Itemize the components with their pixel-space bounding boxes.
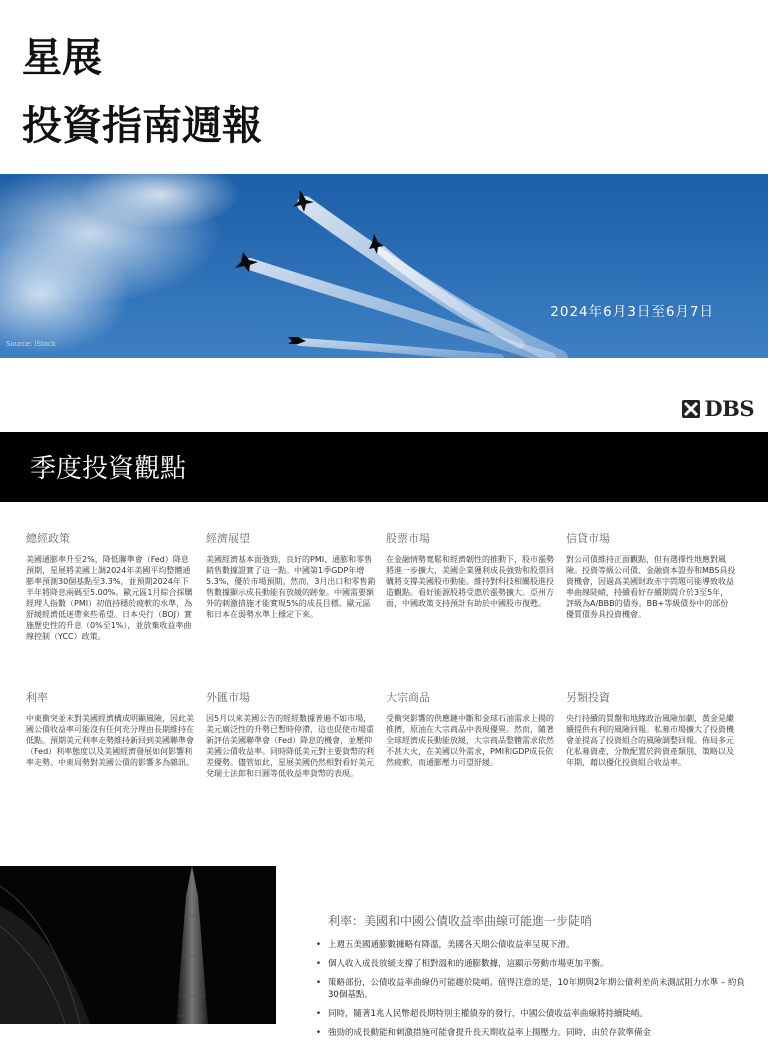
report-title [22,35,262,149]
rates-bullet-list [312,939,752,1039]
section-banner [0,432,768,502]
dbs-logo [682,396,754,421]
section-heading: 另類投資 [566,691,610,704]
rates-commentary-title: 利率：美國和中國公債收益率曲線可能進一步陡哨 [328,914,593,928]
section-heading: 大宗商品 [386,691,430,704]
section-economic-outlook [206,530,386,642]
section-heading: 總經政策 [26,532,70,545]
list-item: • 個人收入成長放緩支撐了相對溫和的通膨數據，這顯示勞動市場更加平衡。 [312,958,752,970]
section-rates [26,689,206,779]
section-body: 美國通膨率升至2%，降低聯準會（Fed）降息預期，星展將美國上調2024年美國平均整體通膨率預測30個基點至3.3%，並預期2024年下半年將降息兩碼至5.00%。歐元區1月綜合採購經理人指數（PMI）初值持穩於疲軟的水準，為舒緩經濟低迷帶來些希望。日本央行（BOJ）實施歷史性的升息（0%至1%），並放棄收益率曲線控制（YCC）政策。 [26,555,193,641]
section-body: 對公司債維持正面觀點，但有選擇性地應對風險。投資等級公司債、金融資本證券和MBS具投資機會，因過高美國財政赤字問題可能導致收益率曲線陡峭，持續看好存續期間介於3至5年，評級為A/BBB的債券。BB+等級債券中的部份優質債券具投資機會。 [566,555,736,619]
section-macro-policy [26,530,206,642]
report-date-range: 2024年6月3日至6月7日 [550,304,714,320]
dbs-x-mark-icon [682,400,700,418]
section-body: 美國經濟基本面強勁，良好的PMI、通膨和零售銷售數據證實了這一點。中國第1季GDP年增 5.3%，優於市場預期。然而，3月出口和零售銷售數據顯示成長動能有放緩的跡象。中國需要額外的刺激措施才能實現5%的成長目標。歐元區和日本在弱勢水準上穩定下來。 [206,555,376,619]
section-heading: 外匯市場 [206,691,250,704]
jets-sky-illustration [0,174,768,358]
title-line-report: 投資指南週報 [22,103,262,149]
rates-commentary [312,912,752,1046]
title-line-brand: 星展 [22,35,102,81]
section-body: 因5月以來美國公告的經經數據普遍不如市場，美元廣泛性的升勢已暫時停滯，這也促使市場重新評估美國聯準會（Fed）降息的機會，並壓抑美國公債收益率。同時降低美元對主要貨幣的利差優勢。儘管如此，星展美國仍然相對看好美元兌瑞士法郎和日圓等低收益率貨幣的表現。 [206,714,374,778]
image-credit: Source: iStock [6,340,56,348]
section-body: 中東衝突並未對美國經濟構成明顯風險，因此美國公債收益率可能沒有任何充分理由長期維持在低點。預期美元利率走勢維持新回到美國聯準會（Fed）利率態度以及美國經濟發展如何影響利率走勢。中東局勢對美國公債的影響多為雜訊。 [26,714,194,767]
section-body: 央行持續的買盤和地緣政治風險加劇，黃金是繼續提供有利的風險回報。私募市場擴大了投資機會並提高了投資組合的風險調整回報。佈局多元化私募資產，分散配置於跨資產類別、策略以及年期，藉以優化投資組合收益率。 [566,714,734,767]
banner-title: 季度投資觀點 [30,454,187,484]
section-heading: 利率 [26,691,48,704]
section-heading: 經濟展望 [206,532,250,545]
section-body: 受衝突影響的供應鏈中斷和金球石油需求上揚的推擠，原油在大宗商品中表現優異。然而，隨著全球經濟成長動能放緩，大宗商品整體需求依然不甚大火，在美國以外需求，PMI和GDP成長依然疲軟，而通膨壓力可望舒緩。 [386,714,554,767]
section-commodities [386,689,566,779]
logo-wordmark: DBS [704,396,754,421]
section-heading: 信貸市場 [566,532,610,545]
list-item: • 上週五美國通膨數據略有降溫，美國各天期公債收益率呈現下滑。 [312,939,752,951]
tower-photo [0,866,276,1024]
list-item: • 策略部份，公債收益率曲線仍可能趨於陡峭。值得注意的是，10年期與2年期公債利差尚未測試阻力水準 – 約負30個基點。 [312,977,752,1001]
hero-image [0,174,768,358]
tower-silhouette-illustration [0,866,276,1024]
section-fx-market [206,689,386,779]
section-equity-market [386,530,566,642]
section-alternatives [566,689,746,779]
section-heading: 股票市場 [386,532,430,545]
section-body: 在金融情勢寬鬆和經濟韌性的推動下，股市漲勢將進一步擴大，美國企業獲利成長強勁和股票回購將支撐美國股市動能。維持對科技相關股進投造觀點。看好能源股將受惠於漲勢擴大。亞州方面，中國政策支持預計有助於中國股市復甦。 [386,555,554,608]
section-credit-market [566,530,746,642]
list-item: • 同時，隨著1兆人民幣超長期特別主權債券的發行，中國公債收益率曲線將持續陡峭。 [312,1008,752,1020]
list-item: • 強勁的成長動能和刺激措施可能會提升長天期收益率上揚壓力。同時，由於存款準備金 [312,1027,752,1039]
outlook-row-2 [26,689,746,779]
outlook-row-1 [26,530,746,642]
